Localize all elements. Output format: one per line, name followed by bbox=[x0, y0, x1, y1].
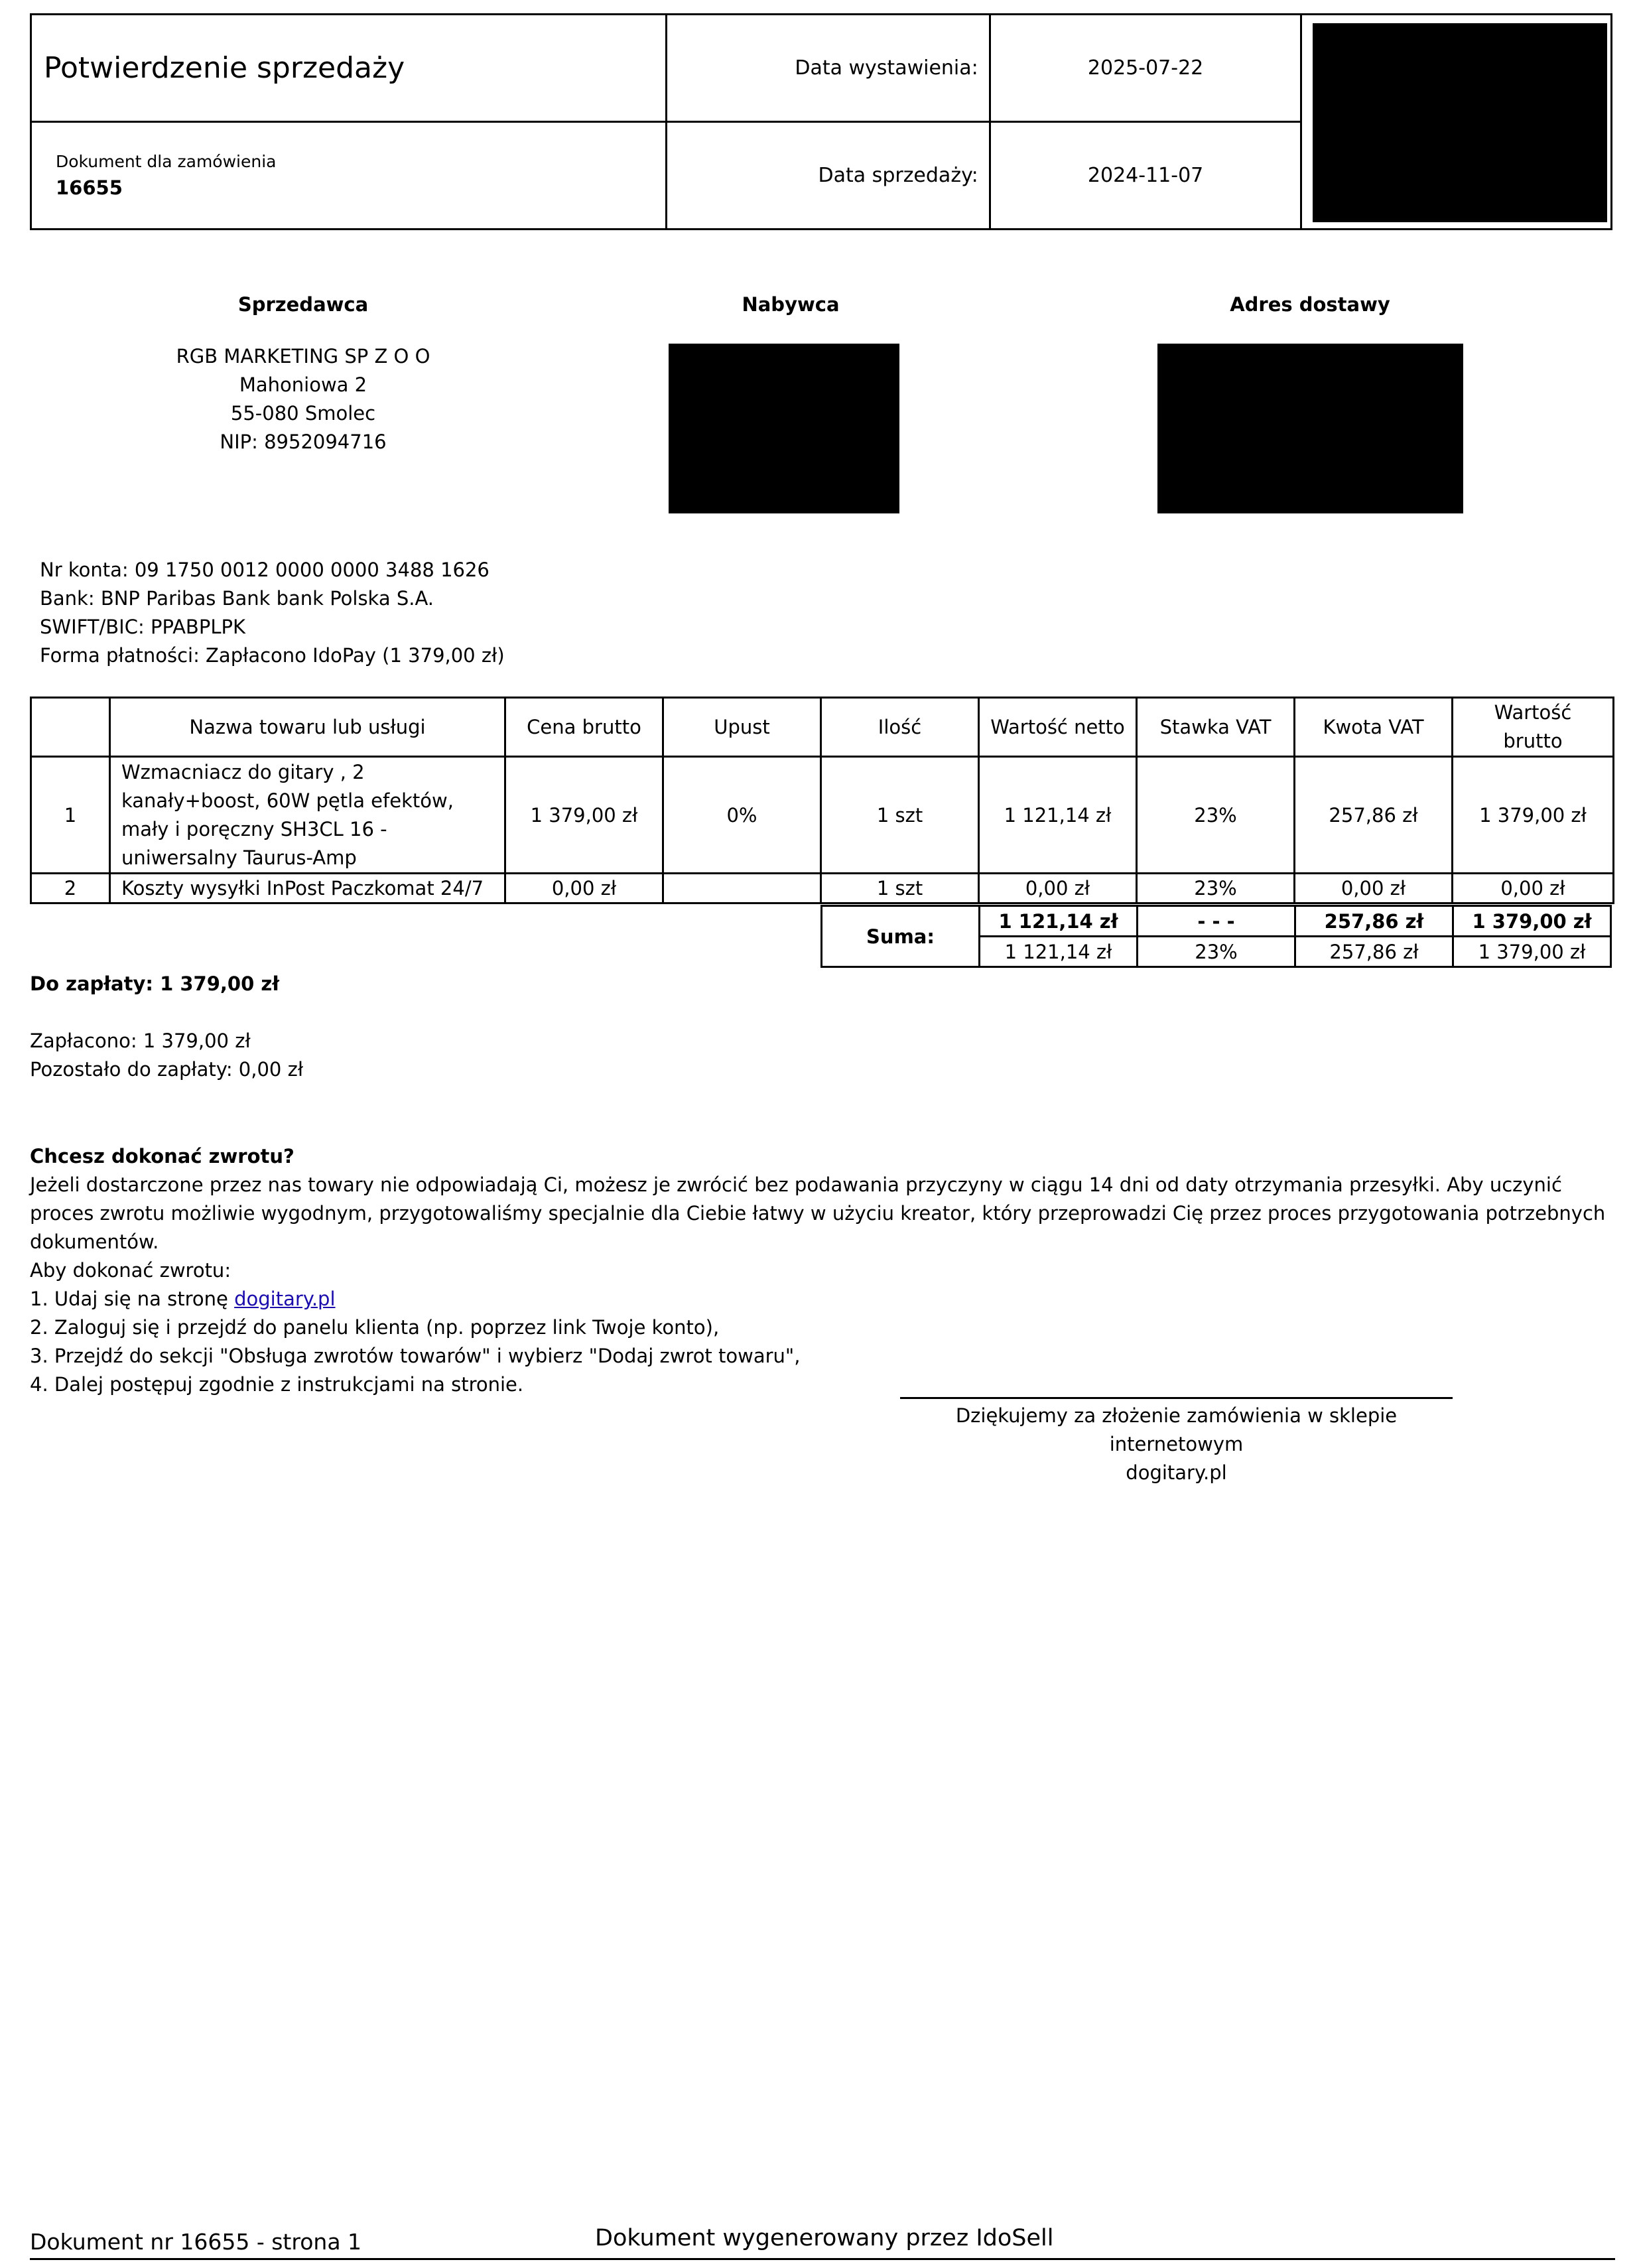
cell-quantity: 1 szt bbox=[821, 874, 979, 903]
col-header-name: Nazwa towaru lub usługi bbox=[110, 698, 505, 757]
totals-net: 1 121,14 zł bbox=[980, 906, 1138, 937]
cell-discount bbox=[663, 874, 821, 903]
redacted-delivery-address bbox=[1157, 344, 1463, 513]
issue-date-value: 2025-07-22 bbox=[990, 15, 1301, 122]
sale-date-value: 2024-11-07 bbox=[990, 122, 1301, 230]
footer-rule bbox=[30, 2258, 1615, 2260]
logo-box bbox=[1301, 15, 1612, 230]
cell-name: Wzmacniacz do gitary , 2 kanały+boost, 60W pętla efektów, mały i poręczny SH3CL 16 - uniwersalny Taurus-Amp bbox=[110, 757, 505, 874]
seller-name: RGB MARKETING SP Z O O bbox=[176, 345, 430, 367]
cell-vat-rate: 23% bbox=[1137, 757, 1295, 874]
swift-code: SWIFT/BIC: PPABPLPK bbox=[40, 616, 245, 638]
document-title: Potwierdzenie sprzedaży bbox=[31, 15, 667, 122]
returns-heading: Chcesz dokonać zwrotu? bbox=[30, 1145, 295, 1167]
table-header-row bbox=[31, 698, 1614, 757]
cell-net-value: 1 121,14 zł bbox=[979, 757, 1137, 874]
table-row bbox=[31, 757, 1614, 874]
cell-lp: 2 bbox=[31, 874, 110, 903]
col-header-gross-price: Cena brutto bbox=[505, 698, 663, 757]
redacted-buyer-address bbox=[669, 344, 899, 513]
rate-net: 1 121,14 zł bbox=[980, 937, 1138, 967]
dogitary-link[interactable]: dogitary.pl bbox=[234, 1288, 336, 1310]
cell-quantity: 1 szt bbox=[821, 757, 979, 874]
order-cell bbox=[31, 122, 667, 230]
payment-method: Forma płatności: Zapłacono IdoPay (1 379,00 zł) bbox=[40, 644, 505, 667]
redacted-logo bbox=[1313, 23, 1607, 222]
totals-table bbox=[820, 905, 1612, 968]
cell-gross-value: 1 379,00 zł bbox=[1453, 757, 1614, 874]
returns-body: Jeżeli dostarczone przez nas towary nie odpowiadają Ci, możesz je zwrócić bez podawania przyczyny w ciągu 14 dni od daty otrzymania przesyłki. Aby uczynić proces zwrotu możliwie wygodnym, przygotowaliśmy specjalnie dla Ciebie łatwy w użyciu kreator, który przeprowadzi Cię przez proces przygotowania potrzebnych dokumentów. bbox=[30, 1173, 1606, 1253]
col-header-quantity: Ilość bbox=[821, 698, 979, 757]
buyer-heading: Nabywca bbox=[742, 293, 840, 316]
cell-name: Koszty wysyłki InPost Paczkomat 24/7 bbox=[110, 874, 505, 903]
cell-gross-price: 0,00 zł bbox=[505, 874, 663, 903]
amount-paid: Zapłacono: 1 379,00 zł bbox=[30, 1030, 251, 1052]
seller-city: 55-080 Smolec bbox=[230, 402, 376, 425]
totals-label: Suma: bbox=[822, 906, 980, 967]
rate-gross: 1 379,00 zł bbox=[1453, 937, 1611, 967]
thanks-line-3: dogitary.pl bbox=[1126, 1461, 1227, 1484]
sale-date-label: Data sprzedaży: bbox=[666, 122, 990, 230]
amount-to-pay: Do zapłaty: 1 379,00 zł bbox=[30, 972, 280, 995]
returns-intro: Aby dokonać zwrotu: bbox=[30, 1259, 231, 1282]
cell-gross-price: 1 379,00 zł bbox=[505, 757, 663, 874]
totals-sum-row bbox=[822, 906, 1611, 937]
issue-date-label: Data wystawienia: bbox=[666, 15, 990, 122]
col-header-vat-amount: Kwota VAT bbox=[1295, 698, 1453, 757]
rate-vat-amount: 257,86 zł bbox=[1295, 937, 1453, 967]
col-header-gross-value: Wartość brutto bbox=[1453, 698, 1614, 757]
cell-vat-amount: 0,00 zł bbox=[1295, 874, 1453, 903]
seller-block bbox=[76, 293, 530, 456]
totals-vat-amount: 257,86 zł bbox=[1295, 906, 1453, 937]
footer-generator: Dokument wygenerowany przez IdoSell bbox=[595, 2225, 1054, 2251]
cell-vat-rate: 23% bbox=[1137, 874, 1295, 903]
returns-step-2: 2. Zaloguj się i przejdź do panelu klienta (np. poprzez link Twoje konto), bbox=[30, 1316, 720, 1339]
returns-section bbox=[30, 1142, 1615, 1399]
items-table bbox=[30, 697, 1614, 904]
returns-step-1 bbox=[30, 1285, 1615, 1313]
bank-name: Bank: BNP Paribas Bank bank Polska S.A. bbox=[40, 587, 434, 610]
cell-discount: 0% bbox=[663, 757, 821, 874]
col-header-discount: Upust bbox=[663, 698, 821, 757]
table-row bbox=[31, 874, 1614, 903]
buyer-block bbox=[597, 293, 984, 316]
delivery-block bbox=[1101, 293, 1519, 316]
seller-heading: Sprzedawca bbox=[237, 293, 369, 316]
amount-remaining: Pozostało do zapłaty: 0,00 zł bbox=[30, 1058, 304, 1081]
cell-vat-amount: 257,86 zł bbox=[1295, 757, 1453, 874]
header-table bbox=[30, 13, 1612, 230]
rate-vat-rate: 23% bbox=[1138, 937, 1295, 967]
footer-page-number: Dokument nr 16655 - strona 1 bbox=[30, 2229, 362, 2255]
seller-street: Mahoniowa 2 bbox=[239, 373, 367, 396]
returns-step-3: 3. Przejdź do sekcji "Obsługa zwrotów towarów" i wybierz "Dodaj zwrot towaru", bbox=[30, 1345, 801, 1367]
col-header-net-value: Wartość netto bbox=[979, 698, 1137, 757]
bank-account: Nr konta: 09 1750 0012 0000 0000 3488 1626 bbox=[40, 559, 490, 581]
returns-step-4: 4. Dalej postępuj zgodnie z instrukcjami na stronie. bbox=[30, 1373, 524, 1396]
order-label: Dokument dla zamówienia bbox=[56, 152, 277, 171]
cell-net-value: 0,00 zł bbox=[979, 874, 1137, 903]
thanks-block bbox=[900, 1402, 1453, 1487]
seller-nip: NIP: 8952094716 bbox=[220, 431, 387, 453]
thanks-line-2: internetowym bbox=[1109, 1433, 1244, 1455]
totals-vat-rate: - - - bbox=[1138, 906, 1295, 937]
col-header-lp bbox=[31, 698, 110, 757]
returns-step-1-text: 1. Udaj się na stronę bbox=[30, 1288, 235, 1310]
payment-info bbox=[40, 556, 505, 670]
totals-gross: 1 379,00 zł bbox=[1453, 906, 1611, 937]
delivery-heading: Adres dostawy bbox=[1230, 293, 1390, 316]
cell-gross-value: 0,00 zł bbox=[1453, 874, 1614, 903]
thanks-line-1: Dziękujemy za złożenie zamówienia w sklepie bbox=[955, 1404, 1398, 1427]
col-header-vat-rate: Stawka VAT bbox=[1137, 698, 1295, 757]
cell-lp: 1 bbox=[31, 757, 110, 874]
order-number: 16655 bbox=[56, 176, 123, 199]
thanks-rule bbox=[900, 1397, 1453, 1399]
